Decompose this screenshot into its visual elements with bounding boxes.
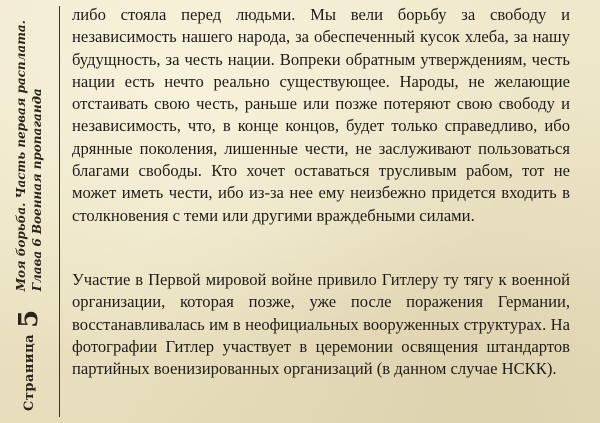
page-number: 5 <box>14 309 44 328</box>
rotated-header <box>0 11 58 411</box>
running-head <box>14 20 44 291</box>
body-paragraph-one: либо стояла перед людьми. Мы вели борьбу за свободу и независимость нашего народа, за обеспеченный кусок хлеба, за нашу будущность, за честь нации. Вопреки обратным утверждениям, честь нации есть нечто реально существующее. Народы, не желающие отстаивать свою честь, раньше или позже потеряют свою свободу и независимость, что, в конце концов, будет только справедливо, ибо дрянные поколения, лишенные чести, не заслуживают пользоваться благами свободы. Кто хочет оставаться трусливым рабом, тот не может иметь чести, ибо из-за нее ему неизбежно придется входить в столкновения с теми или другими враждебными силами. <box>72 5 570 225</box>
chapter-title: Глава 6 Военная пропаганда <box>30 88 44 292</box>
page-body <box>72 4 570 380</box>
page-margin-header <box>0 0 58 423</box>
book-title: Моя борьба. Часть первая расплата. <box>14 20 28 292</box>
margin-divider-line <box>59 6 60 417</box>
page-label-group <box>16 309 42 411</box>
body-paragraph-two: Участие в Первой мировой войне привило Гитлеру ту тягу к военной организации, которая позже, уже после поражения Германии, восстанавливалась им в неофициальных вооруженных структурах. На фотографии Гитлер участвует в церемонии освящения штандартов партийных военизированных организаций (в данном случае НСКК). <box>72 269 570 379</box>
page-label: Страница <box>21 333 37 411</box>
